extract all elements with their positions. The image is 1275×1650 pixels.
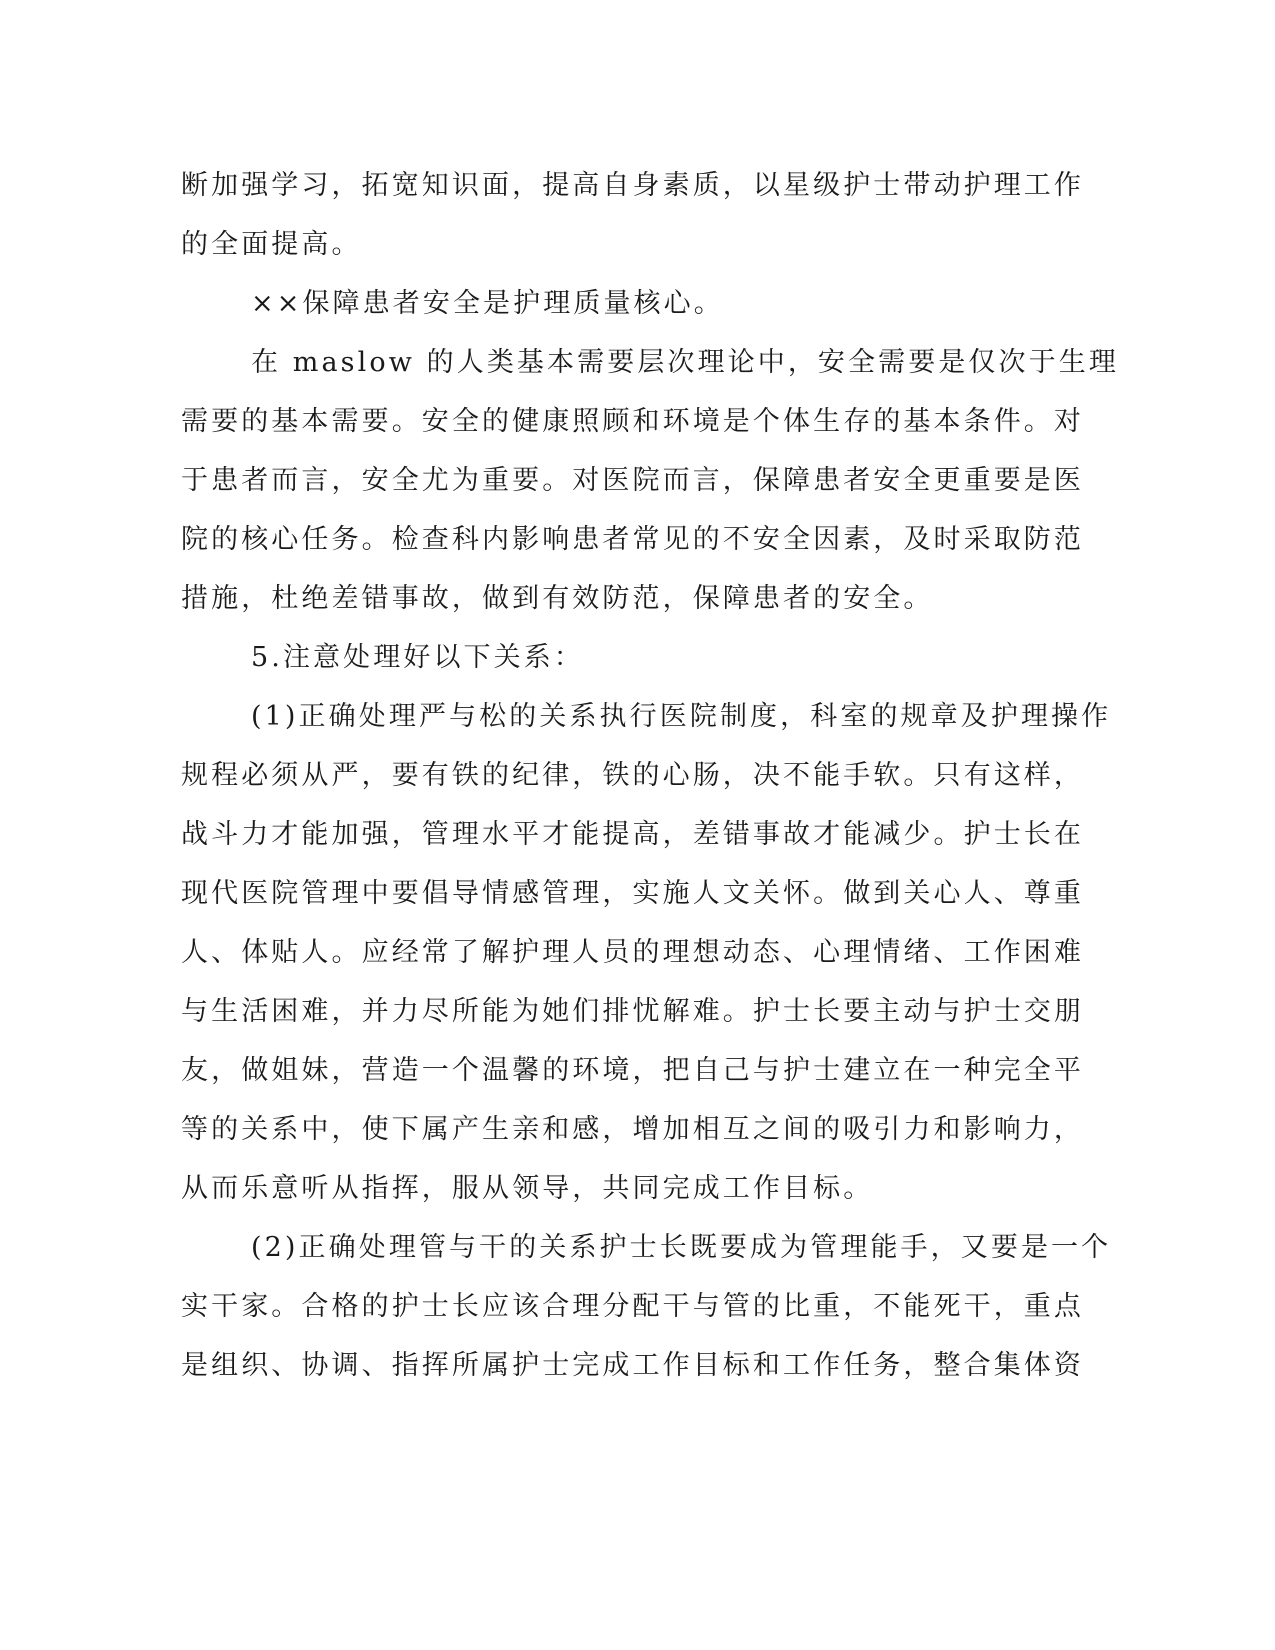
text-line: 从而乐意听从指挥，服从领导，共同完成工作目标。 <box>181 1173 874 1204</box>
paragraph-start: 在 maslow 的人类基本需要层次理论中，安全需要是仅次于生理 <box>251 347 1119 378</box>
text-line: 与生活困难，并力尽所能为她们排忧解难。护士长要主动与护士交朋 <box>181 996 1084 1027</box>
text-line: 规程必须从严，要有铁的纪律，铁的心肠，决不能手软。只有这样， <box>181 760 1084 791</box>
text-line: 需要的基本需要。安全的健康照顾和环境是个体生存的基本条件。对 <box>181 406 1084 437</box>
text-line: 友，做姐妹，营造一个温馨的环境，把自己与护士建立在一种完全平 <box>181 1055 1084 1086</box>
paragraph-start: (1)正确处理严与松的关系执行医院制度，科室的规章及护理操作 <box>251 701 1112 732</box>
paragraph-start: (2)正确处理管与干的关系护士长既要成为管理能手，又要是一个 <box>251 1232 1112 1263</box>
text-line: 于患者而言，安全尤为重要。对医院而言，保障患者安全更重要是医 <box>181 465 1084 496</box>
text-line: 等的关系中，使下属产生亲和感，增加相互之间的吸引力和影响力， <box>181 1114 1084 1145</box>
text-line: 实干家。合格的护士长应该合理分配干与管的比重，不能死干，重点 <box>181 1291 1084 1322</box>
text-line: 现代医院管理中要倡导情感管理，实施人文关怀。做到关心人、尊重 <box>181 878 1084 909</box>
section-heading: 5.注意处理好以下关系： <box>251 642 584 673</box>
text-line: 院的核心任务。检查科内影响患者常见的不安全因素，及时采取防范 <box>181 524 1084 555</box>
section-heading: ××保障患者安全是护理质量核心。 <box>251 288 724 319</box>
text-line: 的全面提高。 <box>181 229 362 260</box>
body-text <box>181 156 1119 1395</box>
text-line: 战斗力才能加强，管理水平才能提高，差错事故才能减少。护士长在 <box>181 819 1084 850</box>
text-line: 是组织、协调、指挥所属护士完成工作目标和工作任务，整合集体资 <box>181 1350 1084 1381</box>
text-line: 人、体贴人。应经常了解护理人员的理想动态、心理情绪、工作困难 <box>181 937 1084 968</box>
text-line: 断加强学习，拓宽知识面，提高自身素质，以星级护士带动护理工作 <box>181 170 1084 201</box>
text-line: 措施，杜绝差错事故，做到有效防范，保障患者的安全。 <box>181 583 934 614</box>
